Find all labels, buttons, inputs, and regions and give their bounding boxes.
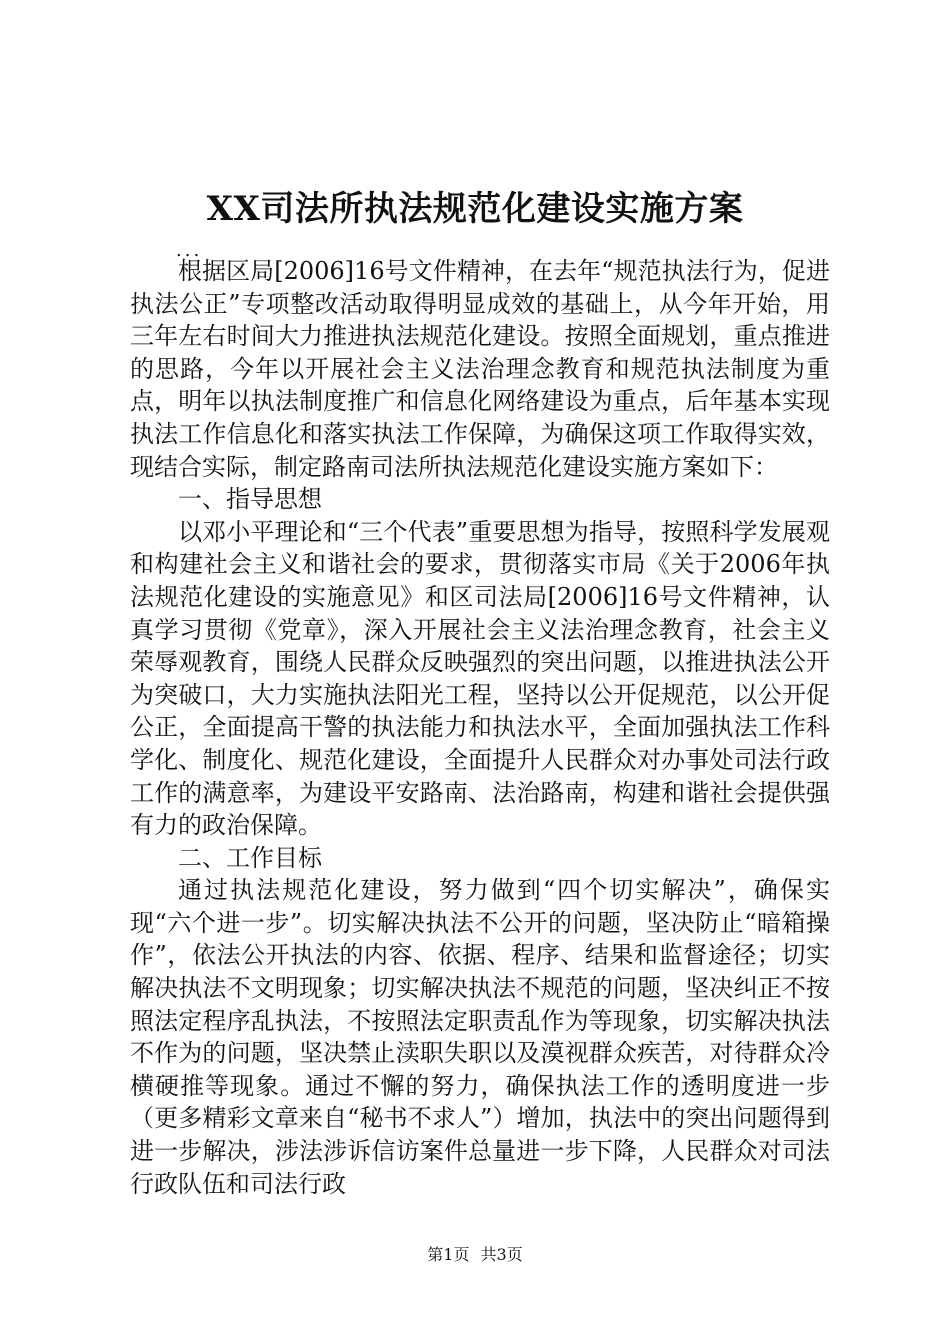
paragraph-intro: 根据区局[2006]16号文件精神，在去年“规范执法行为，促进执法公正”专项整改活动取得明显成效的基础上，从今年开始，用三年左右时间大力推进执法规范化建设。按照全面规划，重点推进的思路，今年以开展社会主义法治理念教育和规范执法制度为重点，明年以执法制度推广和信息化网络建设为重点，后年基本实现执法工作信息化和落实执法工作保障，为确保这项工作取得实效，现结合实际，制定路南司法所执法规范化建设实施方案如下：: [130, 257, 830, 481]
ellipsis-mark: ...: [176, 240, 203, 261]
document-title: XX司法所执法规范化建设实施方案: [206, 189, 744, 229]
page-footer: [0, 1244, 950, 1266]
heading-work-goals: 二、工作目标: [178, 843, 322, 872]
paragraph-work-goals: 通过执法规范化建设，努力做到“四个切实解决”，确保实现“六个进一步”。切实解决执法不公开的问题，坚决防止“暗箱操作”，依法公开执法的内容、依据、程序、结果和监督途径；切实解决执法不文明现象；切实解决执法不规范的问题，坚决纠正不按照法定程序乱执法，不按照法定职责乱作为等现象，切实解决执法不作为的问题，坚决禁止渎职失职以及漠视群众疾苦，对待群众冷横硬推等现象。通过不懈的努力，确保执法工作的透明度进一步（更多精彩文章来自“秘书不求人”）增加，执法中的突出问题得到进一步解决，涉法涉诉信访案件总量进一步下降，人民群众对司法行政队伍和司法行政: [130, 876, 830, 1198]
heading-guiding-ideology: 一、指导思想: [178, 485, 322, 514]
document-body: [130, 255, 830, 1200]
page-total: 共3页: [480, 1245, 523, 1264]
page-number: 第1页: [427, 1245, 470, 1264]
paragraph-guiding-ideology: 以邓小平理论和“三个代表”重要思想为指导，按照科学发展观和构建社会主义和谐社会的要求，贯彻落实市局《关于2006年执法规范化建设的实施意见》和区司法局[2006]16号文件精神，认真学习贯彻《党章》，深入开展社会主义法治理念教育，社会主义荣辱观教育，围绕人民群众反映强烈的突出问题，以推进执法公开为突破口，大力实施执法阳光工程，坚持以公开促规范，以公开促公正，全面提高干警的执法能力和执法水平，全面加强执法工作科学化、制度化、规范化建设，全面提升人民群众对办事处司法行政工作的满意率，为建设平安路南、法治路南，构建和谐社会提供强有力的政治保障。: [130, 517, 830, 840]
